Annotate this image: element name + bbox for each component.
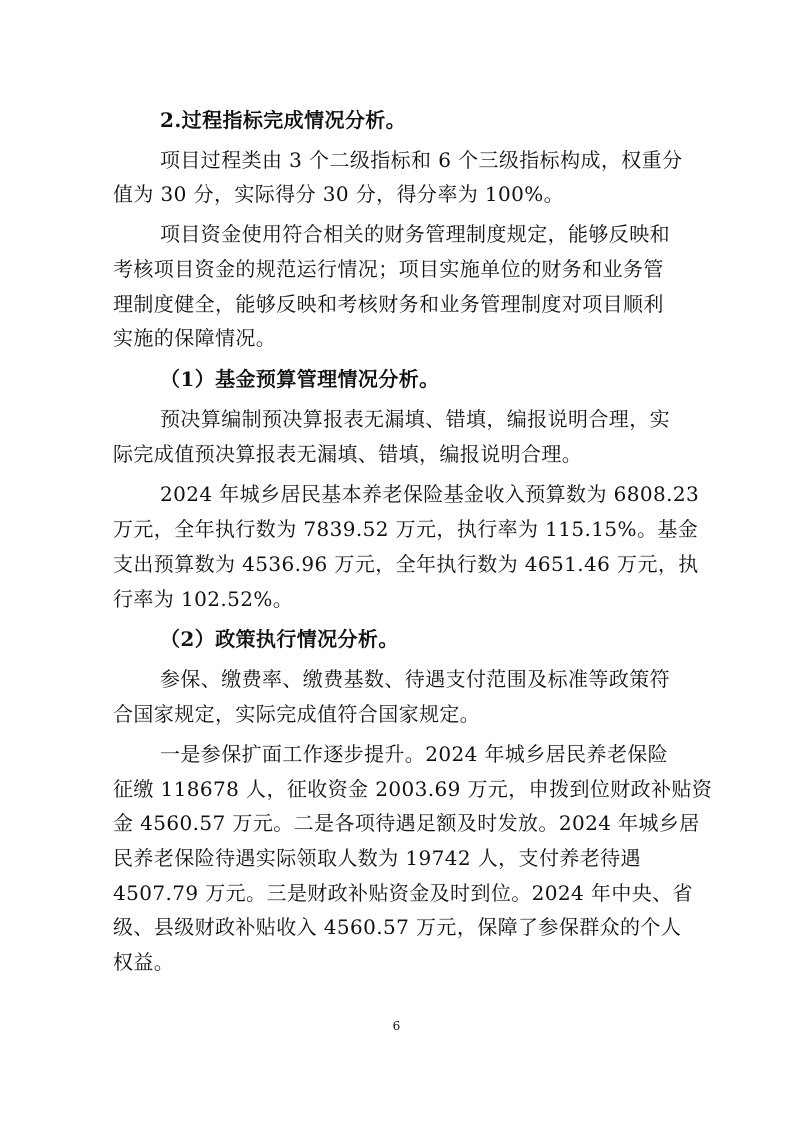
- paragraph-line: 征缴 118678 人，征收资金 2003.69 万元，申拨到位财政补贴资: [113, 777, 713, 801]
- paragraph-line: 预决算编制预决算报表无漏填、错填，编报说明合理，实: [160, 407, 670, 431]
- section-heading: 2.过程指标完成情况分析。: [160, 108, 407, 132]
- paragraph-line: 2024 年城乡居民基本养老保险基金收入预算数为 6808.23: [160, 482, 700, 506]
- paragraph-line: 项目资金使用符合相关的财务管理制度规定，能够反映和: [160, 222, 670, 246]
- paragraph-line: 值为 30 分，实际得分 30 分，得分率为 100%。: [113, 182, 565, 206]
- paragraph-line: 级、县级财政补贴收入 4560.57 万元，保障了参保群众的个人: [113, 915, 682, 939]
- paragraph-line: 行率为 102.52%。: [113, 587, 294, 611]
- paragraph-line: 际完成值预决算报表无漏填、错填，编报说明合理。: [113, 442, 583, 466]
- subsection-heading: （1）基金预算管理情况分析。: [160, 367, 440, 391]
- subsection-heading: （2）政策执行情况分析。: [160, 627, 399, 651]
- paragraph-line: 一是参保扩面工作逐步提升。2024 年城乡居民养老保险: [160, 742, 669, 766]
- paragraph-line: 实施的保障情况。: [113, 326, 277, 350]
- paragraph-line: 理制度健全，能够反映和考核财务和业务管理制度对项目顺利: [113, 292, 664, 316]
- paragraph-line: 金 4560.57 万元。二是各项待遇足额及时发放。2024 年城乡居: [113, 811, 700, 835]
- paragraph-line: 考核项目资金的规范运行情况；项目实施单位的财务和业务管: [113, 257, 664, 281]
- page-number: 6: [392, 1019, 401, 1033]
- paragraph-line: 参保、缴费率、缴费基数、待遇支付范围及标准等政策符: [160, 667, 670, 691]
- paragraph-line: 民养老保险待遇实际领取人数为 19742 人，支付养老待遇: [113, 846, 641, 870]
- paragraph-line: 项目过程类由 3 个二级指标和 6 个三级指标构成，权重分: [160, 148, 683, 172]
- paragraph-line: 万元，全年执行数为 7839.52 万元，执行率为 115.15%。基金: [113, 517, 699, 541]
- paragraph-line: 权益。: [113, 950, 175, 974]
- paragraph-line: 支出预算数为 4536.96 万元，全年执行数为 4651.46 万元，执: [113, 552, 699, 576]
- paragraph-line: 合国家规定，实际完成值符合国家规定。: [113, 702, 481, 726]
- paragraph-line: 4507.79 万元。三是财政补贴资金及时到位。2024 年中央、省: [113, 881, 693, 905]
